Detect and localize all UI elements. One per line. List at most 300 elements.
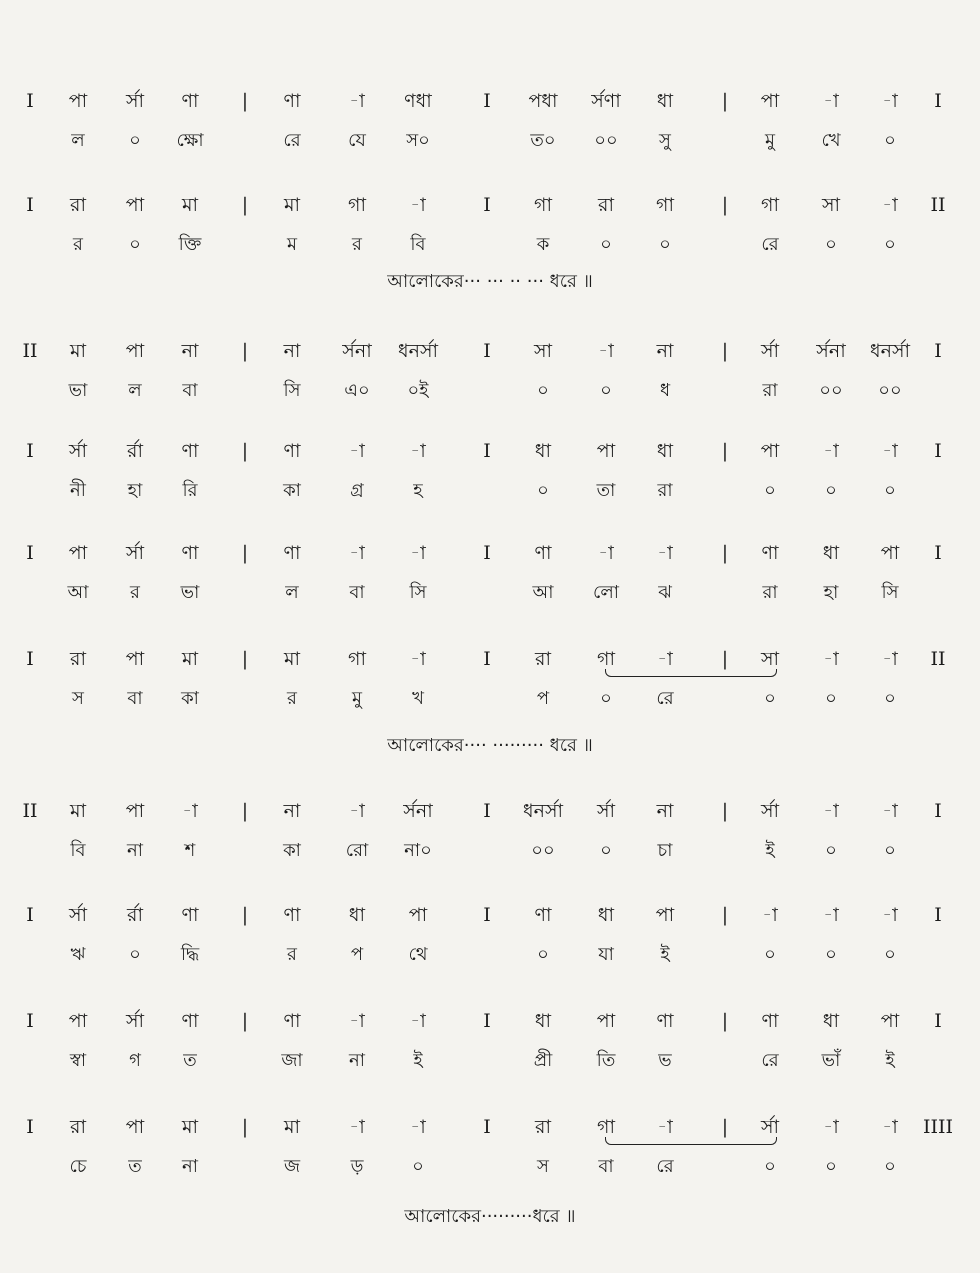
lyric-syllable: রা [657,480,673,501]
swara-note: ধনর্সা [869,340,911,362]
swara-note: ধা [822,542,840,564]
lyric-row [0,1152,980,1182]
swara-note: -া [823,90,839,112]
lyric-syllable: ত০ [530,130,556,151]
lyric-syllable: আ [67,582,89,603]
lyric-syllable: স [537,1156,549,1177]
swara-note: ধা [656,90,674,112]
lyric-syllable: তা [596,480,616,501]
swara-row [0,336,980,366]
swara-note: র্সা [68,440,88,462]
swara-note: -া [823,800,839,822]
swara-note: ণা [283,904,301,926]
swara-note: ণা [181,1010,199,1032]
swara-note: -া [410,648,426,670]
swara-note: -া [410,440,426,462]
swara-note: গা [348,194,366,216]
swara-note: রা [535,648,551,670]
swara-note: -া [882,800,898,822]
swara-note: র্সা [760,340,780,362]
lyric-syllable: রা [762,380,778,401]
swara-note: র্সনা [816,340,846,362]
lyric-syllable: রে [656,1156,674,1177]
swara-note: না [656,340,674,362]
swara-note: -া [882,194,898,216]
bar-line: I [483,648,491,670]
lyric-syllable: ভা [68,380,88,401]
lyric-syllable: ০ [412,1156,424,1177]
swara-note: -া [882,648,898,670]
swara-note: -া [823,648,839,670]
swara-note: -া [410,194,426,216]
swara-note: -া [349,90,365,112]
start-bar-line: II [22,800,38,822]
lyric-syllable: প [536,688,550,709]
lyric-syllable: ০ [129,130,141,151]
swara-note: মা [283,648,301,670]
lyric-syllable: ০ [537,944,549,965]
swara-note: পা [68,90,88,112]
swara-note: -া [598,542,614,564]
lyric-syllable: ঝ [658,582,672,603]
end-bar-line: IIII [922,1116,954,1138]
swara-note: -া [823,1116,839,1138]
bar-line: I [483,542,491,564]
lyric-syllable: ই [413,1050,423,1071]
swara-note: র্সনা [403,800,433,822]
swara-note: র্সা [125,542,145,564]
lyric-syllable: গ [129,1050,141,1071]
lyric-syllable: গ্র [350,480,364,501]
swara-note: ণা [181,90,199,112]
lyric-syllable: র [287,688,297,709]
swara-note: রা [70,194,86,216]
lyric-row [0,476,980,506]
lyric-syllable: ঋ [70,944,86,965]
swara-note: -া [410,542,426,564]
lyric-syllable: ০ [764,688,776,709]
swara-note: পা [880,1010,900,1032]
swara-note: র্সণা [591,90,621,112]
bar-line: | [241,440,249,462]
swara-note: -া [349,1010,365,1032]
lyric-syllable: ০ [129,234,141,255]
bar-line: | [721,1010,729,1032]
lyric-syllable: বি [410,234,426,255]
lyric-syllable: ত [183,1050,197,1071]
swara-row [0,86,980,116]
lyric-syllable: ০ [600,380,612,401]
swara-note: র্সা [596,800,616,822]
swara-note: -া [657,648,673,670]
swara-row [0,1006,980,1036]
lyric-syllable: ০ [129,944,141,965]
lyric-syllable: হ [413,480,423,501]
swara-note: রা [535,1116,551,1138]
lyric-syllable: ০ [884,234,896,255]
lyric-syllable: ০ [537,480,549,501]
lyric-syllable: ভা [180,582,200,603]
lyric-syllable: ০ [825,944,837,965]
lyric-syllable: না [349,1050,365,1071]
bar-line: | [241,340,249,362]
swara-note: -া [182,800,198,822]
swara-note: রা [70,1116,86,1138]
lyric-syllable: ভ [658,1050,672,1071]
lyric-syllable: ০০ [531,840,555,861]
lyric-syllable: সু [659,130,671,151]
lyric-syllable: যা [598,944,614,965]
lyric-syllable: শ [184,840,196,861]
lyric-syllable: ০ [884,688,896,709]
lyric-syllable: ০ [600,234,612,255]
swara-row [0,1112,980,1142]
lyric-syllable: বা [182,380,198,401]
lyric-row [0,376,980,406]
swara-note: মা [283,1116,301,1138]
swara-note: পা [125,800,145,822]
lyric-syllable: না [182,1156,198,1177]
swara-note: র্সা [125,1010,145,1032]
bar-line: | [721,90,729,112]
swara-note: ণা [656,1010,674,1032]
lyric-syllable: ক [536,234,550,255]
lyric-syllable: যে [348,130,366,151]
lyric-syllable: নী [70,480,86,501]
swara-note: পা [68,542,88,564]
swara-note: মা [181,1116,199,1138]
end-bar-line: I [934,440,942,462]
lyric-row [0,684,980,714]
swara-note: ধা [348,904,366,926]
lyric-syllable: মু [765,130,775,151]
lyric-syllable: জা [281,1050,303,1071]
bar-line: I [483,194,491,216]
bar-line: | [721,800,729,822]
bar-line: | [241,648,249,670]
swara-note: সা [760,648,780,670]
lyric-syllable: বা [127,688,143,709]
swara-note: র্সনা [342,340,372,362]
bar-line: I [483,340,491,362]
end-bar-line: I [934,800,942,822]
lyric-syllable: রে [761,234,779,255]
lyric-syllable: প্রী [533,1050,553,1071]
swara-note: রা [598,194,614,216]
lyric-syllable: ই [765,840,775,861]
lyric-syllable: প [350,944,364,965]
lyric-syllable: লো [593,582,619,603]
lyric-syllable: চা [657,840,673,861]
swara-row [0,644,980,674]
swara-note: ধা [656,440,674,462]
lyric-syllable: দ্ধি [180,944,200,965]
swara-note: ণা [283,90,301,112]
start-bar-line: I [26,1116,34,1138]
refrain-text: আলোকের··· ··· ·· ··· ধরে ॥ [387,271,593,292]
swara-note: গা [348,648,366,670]
swara-note: মা [181,648,199,670]
lyric-syllable: স [72,688,84,709]
bar-line: | [241,800,249,822]
lyric-syllable: ০০ [819,380,843,401]
lyric-syllable: ০ [825,688,837,709]
refrain-text: আলোকের···· ········· ধরে ॥ [387,735,593,756]
lyric-syllable: স০ [406,130,430,151]
end-bar-line: II [930,648,946,670]
swara-row [0,796,980,826]
lyric-syllable: ০ [884,944,896,965]
lyric-syllable: থে [408,944,428,965]
bar-line: I [483,90,491,112]
lyric-syllable: র [352,234,362,255]
lyric-row [0,578,980,608]
swara-note: -া [882,90,898,112]
swara-note: -া [823,904,839,926]
lyric-syllable: ম [287,234,297,255]
start-bar-line: II [22,340,38,362]
bar-line: I [483,1010,491,1032]
end-bar-line: I [934,90,942,112]
lyric-syllable: জ [283,1156,301,1177]
swara-note: না [181,340,199,362]
lyric-syllable: রা [762,582,778,603]
swara-note: ণা [534,542,552,564]
swara-note: র্রা [127,904,143,926]
lyric-syllable: হা [127,480,143,501]
lyric-syllable: ল [71,130,85,151]
lyric-syllable: বি [70,840,86,861]
bar-line: | [241,90,249,112]
slur-mark [605,669,777,677]
lyric-syllable: র [73,234,83,255]
swara-note: ণা [283,1010,301,1032]
swara-note: পধা [528,90,558,112]
swara-note: ধা [597,904,615,926]
lyric-row [0,126,980,156]
lyric-syllable: র [287,944,297,965]
bar-line: | [721,542,729,564]
bar-line: | [721,340,729,362]
swara-note: ধা [534,440,552,462]
lyric-syllable: না০ [404,840,432,861]
start-bar-line: I [26,904,34,926]
swara-note: -া [882,904,898,926]
start-bar-line: I [26,194,34,216]
lyric-syllable: তি [596,1050,616,1071]
bar-line: | [721,648,729,670]
swara-note: পা [125,340,145,362]
lyric-syllable: রি [182,480,198,501]
lyric-syllable: রে [283,130,301,151]
swara-note: সা [533,340,553,362]
lyric-row [0,1046,980,1076]
lyric-syllable: কা [181,688,199,709]
swara-note: পা [880,542,900,564]
swara-note: ণা [283,542,301,564]
lyric-syllable: বা [349,582,365,603]
lyric-syllable: বা [598,1156,614,1177]
lyric-syllable: ০০ [594,130,618,151]
end-bar-line: I [934,1010,942,1032]
lyric-syllable: ল [128,380,142,401]
lyric-syllable: সি [881,582,899,603]
swara-note: র্সা [760,1116,780,1138]
swara-note: পা [125,1116,145,1138]
swara-note: ণা [283,440,301,462]
start-bar-line: I [26,1010,34,1032]
swara-row [0,436,980,466]
end-bar-line: I [934,542,942,564]
swara-note: -া [882,1116,898,1138]
lyric-syllable: না [127,840,143,861]
lyric-row [0,836,980,866]
lyric-syllable: ড় [350,1156,364,1177]
bar-line: | [721,194,729,216]
swara-note: -া [410,1116,426,1138]
swara-note: গা [656,194,674,216]
bar-line: | [241,194,249,216]
lyric-syllable: ই [885,1050,895,1071]
swara-note: সা [821,194,841,216]
bar-line: | [241,1010,249,1032]
swara-note: -া [823,440,839,462]
swara-note: পা [596,1010,616,1032]
swara-note: র্সা [68,904,88,926]
lyric-syllable: খে [821,130,841,151]
swara-note: পা [408,904,428,926]
swara-note: ণা [181,440,199,462]
lyric-syllable: ই [660,944,670,965]
swara-note: ণা [761,542,779,564]
swara-note: ণা [534,904,552,926]
lyric-syllable: আ [532,582,554,603]
lyric-syllable: ০ [825,234,837,255]
swara-note: -া [598,340,614,362]
lyric-syllable: ০ [764,1156,776,1177]
swara-note: ণা [181,542,199,564]
bar-line: I [483,904,491,926]
swara-note: না [283,800,301,822]
lyric-syllable: ০ [884,480,896,501]
swara-note: পা [125,648,145,670]
swara-note: -া [349,800,365,822]
swara-note: ধনর্সা [522,800,564,822]
lyric-syllable: ০ [659,234,671,255]
end-bar-line: II [930,194,946,216]
lyric-syllable: ০ [764,480,776,501]
lyric-syllable: মু [352,688,362,709]
bar-line: | [241,904,249,926]
swara-note: র্সা [760,800,780,822]
lyric-syllable: এ০ [344,380,370,401]
lyric-syllable: ধ [659,380,671,401]
lyric-syllable: ক্তি [178,234,202,255]
lyric-syllable: চে [69,1156,87,1177]
swara-note: -া [762,904,778,926]
swara-note: -া [882,440,898,462]
end-bar-line: I [934,340,942,362]
lyric-syllable: ০ [825,840,837,861]
swara-note: মা [69,800,87,822]
swara-note: -া [410,1010,426,1032]
start-bar-line: I [26,90,34,112]
swara-note: পা [655,904,675,926]
bar-line: I [483,440,491,462]
swara-note: র্সা [125,90,145,112]
swara-row [0,538,980,568]
swara-note: ণধা [404,90,432,112]
swara-note: গা [534,194,552,216]
start-bar-line: I [26,542,34,564]
swara-note: ধনর্সা [397,340,439,362]
lyric-syllable: ০ [884,130,896,151]
lyric-syllable: হা [823,582,839,603]
swara-note: পা [125,194,145,216]
bar-line: I [483,1116,491,1138]
bar-line: | [241,542,249,564]
swara-note: ধা [534,1010,552,1032]
lyric-syllable: ভাঁ [821,1050,841,1071]
lyric-syllable: রো [345,840,369,861]
swara-note: রা [70,648,86,670]
swara-note: -া [349,1116,365,1138]
swara-note: র্রা [127,440,143,462]
lyric-syllable: সি [283,380,301,401]
swara-note: ণা [181,904,199,926]
start-bar-line: I [26,648,34,670]
swara-note: না [656,800,674,822]
swara-note: গা [761,194,779,216]
swara-note: -া [657,542,673,564]
lyric-syllable: ০ [600,840,612,861]
lyric-syllable: খ [412,688,424,709]
lyric-syllable: ০ [537,380,549,401]
lyric-syllable: ০ [764,944,776,965]
bar-line: | [721,904,729,926]
lyric-syllable: সি [409,582,427,603]
lyric-syllable: ০ [825,480,837,501]
lyric-row [0,940,980,970]
swara-note: পা [760,90,780,112]
swara-note: না [283,340,301,362]
lyric-syllable: ০ [600,688,612,709]
swara-note: পা [596,440,616,462]
refrain-text: আলোকের·········ধরে ॥ [404,1206,576,1227]
lyric-syllable: ০ [825,1156,837,1177]
swara-note: পা [760,440,780,462]
bar-line: | [241,1116,249,1138]
lyric-syllable: র [130,582,140,603]
swara-note: মা [283,194,301,216]
lyric-syllable: ০ [884,1156,896,1177]
swara-row [0,900,980,930]
lyric-row [0,230,980,260]
bar-line: | [721,1116,729,1138]
swara-row [0,190,980,220]
end-bar-line: I [934,904,942,926]
swara-note: ণা [761,1010,779,1032]
swara-note: পা [68,1010,88,1032]
lyric-syllable: কা [283,840,301,861]
start-bar-line: I [26,440,34,462]
swara-note: ধা [822,1010,840,1032]
lyric-syllable: ত [128,1156,142,1177]
lyric-syllable: ল [285,582,299,603]
lyric-syllable: কা [283,480,301,501]
swara-note: গা [597,648,615,670]
lyric-syllable: রে [761,1050,779,1071]
